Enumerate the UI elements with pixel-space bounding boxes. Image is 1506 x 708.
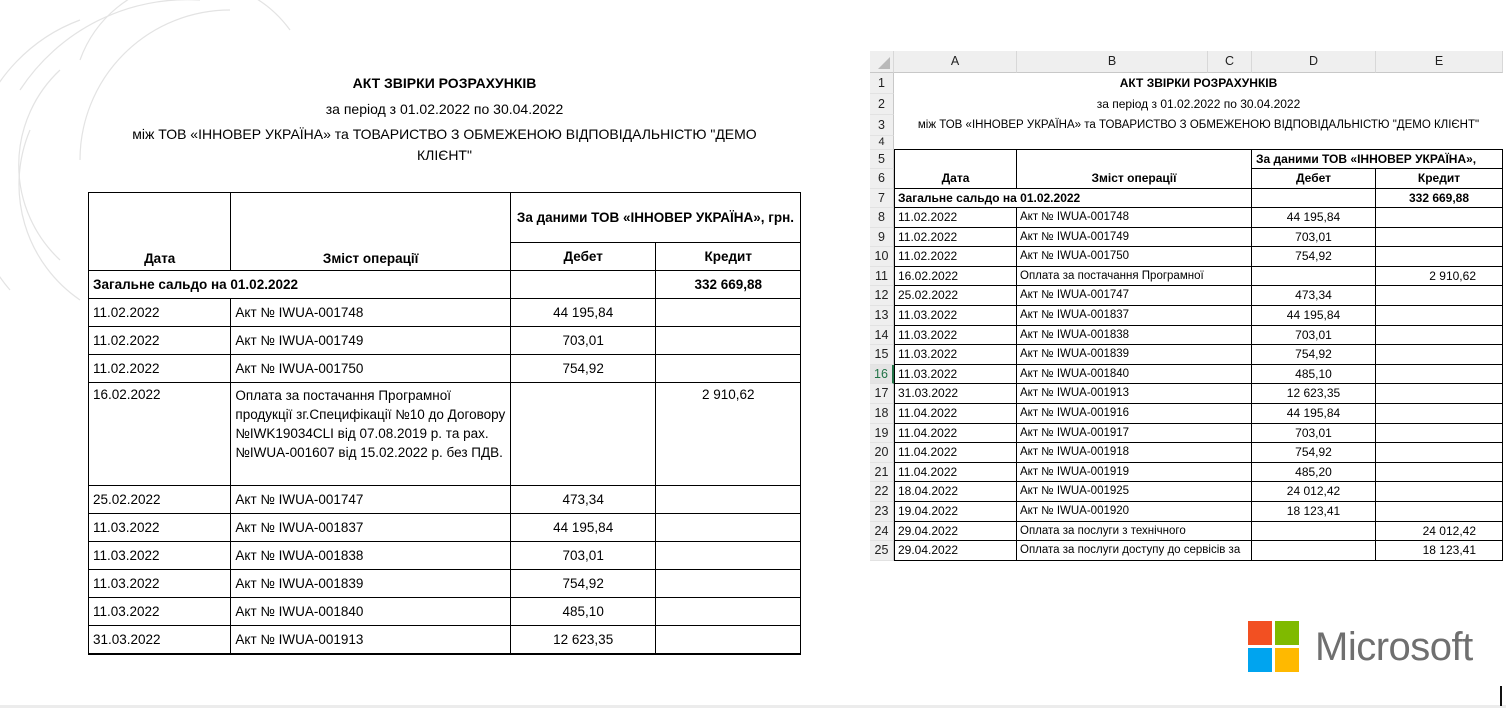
column-header-a[interactable]: A bbox=[894, 51, 1017, 73]
cell-credit[interactable] bbox=[1376, 365, 1503, 385]
row-debit: 44 195,84 bbox=[510, 299, 656, 327]
row-debit bbox=[510, 383, 656, 486]
cell-description[interactable]: Акт № IWUA-001840 bbox=[1017, 365, 1252, 385]
row-header[interactable]: 21 bbox=[870, 463, 894, 483]
cell-credit[interactable] bbox=[1376, 443, 1503, 463]
cell-description[interactable]: Оплата за постачання Програмної bbox=[1017, 267, 1252, 287]
cell-date[interactable]: 11.04.2022 bbox=[894, 443, 1017, 463]
cell-description[interactable]: Акт № IWUA-001913 bbox=[1017, 384, 1252, 404]
cell-debit[interactable]: 485,20 bbox=[1252, 463, 1376, 483]
header-debit: Дебет bbox=[510, 243, 656, 271]
cell-description[interactable]: Акт № IWUA-001920 bbox=[1017, 502, 1252, 522]
cell-description[interactable]: Акт № IWUA-001747 bbox=[1017, 286, 1252, 306]
row-credit bbox=[656, 570, 801, 598]
row-credit bbox=[656, 327, 801, 355]
cell-debit[interactable] bbox=[1252, 541, 1376, 561]
header-credit[interactable]: Кредит bbox=[1376, 169, 1503, 189]
row-debit: 44 195,84 bbox=[510, 514, 656, 542]
cell-credit[interactable] bbox=[1376, 345, 1503, 365]
reconciliation-document bbox=[88, 72, 801, 655]
column-header-b[interactable]: B bbox=[1017, 51, 1208, 73]
header-description-top[interactable] bbox=[1017, 150, 1252, 169]
document-period: за період з 01.02.2022 по 30.04.2022 bbox=[325, 101, 564, 117]
cell-date[interactable]: 11.03.2022 bbox=[894, 345, 1017, 365]
row-header[interactable]: 12 bbox=[870, 286, 894, 306]
row-header[interactable]: 8 bbox=[870, 208, 894, 228]
row-description: Акт № IWUA-001913 bbox=[231, 626, 511, 655]
opening-balance-credit[interactable]: 332 669,88 bbox=[1376, 189, 1503, 208]
cell-date[interactable]: 18.04.2022 bbox=[894, 482, 1017, 502]
cell-debit[interactable] bbox=[1252, 522, 1376, 542]
cell-date[interactable]: 19.04.2022 bbox=[894, 502, 1017, 522]
row-credit bbox=[656, 355, 801, 383]
cell-date[interactable]: 11.04.2022 bbox=[894, 463, 1017, 483]
cell-date[interactable]: 11.02.2022 bbox=[894, 208, 1017, 228]
cell-date[interactable]: 11.04.2022 bbox=[894, 424, 1017, 444]
row-description: Акт № IWUA-001840 bbox=[231, 598, 511, 626]
opening-balance-credit: 332 669,88 bbox=[656, 271, 801, 299]
row-credit bbox=[656, 299, 801, 327]
cell-credit[interactable] bbox=[1376, 306, 1503, 326]
row-date: 11.02.2022 bbox=[89, 299, 231, 327]
header-date[interactable]: Дата bbox=[894, 169, 1017, 189]
row-date: 11.03.2022 bbox=[89, 570, 231, 598]
cell-debit[interactable]: 12 623,35 bbox=[1252, 384, 1376, 404]
row-date: 11.03.2022 bbox=[89, 598, 231, 626]
cell-debit[interactable]: 485,10 bbox=[1252, 365, 1376, 385]
cell-debit[interactable]: 24 012,42 bbox=[1252, 482, 1376, 502]
row-header[interactable]: 24 bbox=[870, 522, 894, 542]
row-header[interactable]: 9 bbox=[870, 228, 894, 248]
row-header[interactable]: 5 bbox=[870, 150, 894, 169]
cell-debit[interactable]: 703,01 bbox=[1252, 228, 1376, 248]
empty-cell[interactable] bbox=[894, 136, 1503, 150]
cell-description[interactable]: Акт № IWUA-001917 bbox=[1017, 424, 1252, 444]
microsoft-logo-icon bbox=[1248, 621, 1299, 672]
row-debit: 12 623,35 bbox=[510, 626, 656, 655]
header-debit[interactable]: Дебет bbox=[1252, 169, 1376, 189]
table-row bbox=[89, 383, 801, 486]
cell-debit[interactable]: 44 195,84 bbox=[1252, 404, 1376, 424]
text-cursor bbox=[1500, 686, 1502, 706]
row-date: 16.02.2022 bbox=[89, 383, 231, 486]
column-header-e[interactable]: E bbox=[1376, 51, 1503, 73]
row-description: Акт № IWUA-001750 bbox=[231, 355, 511, 383]
row-header[interactable]: 16 bbox=[870, 365, 894, 385]
row-debit: 754,92 bbox=[510, 355, 656, 383]
cell-description[interactable]: Акт № IWUA-001916 bbox=[1017, 404, 1252, 424]
column-header-c[interactable]: C bbox=[1208, 51, 1252, 73]
cell-credit[interactable] bbox=[1376, 208, 1503, 228]
cell-date[interactable]: 16.02.2022 bbox=[894, 267, 1017, 287]
logo-square-green bbox=[1275, 621, 1299, 645]
cell-debit[interactable]: 754,92 bbox=[1252, 247, 1376, 267]
row-description: Оплата за постачання Програмної продукції зг.Специфікації №10 до Договору №IWK19034CLI від 07.08.2019 р. та рах.№IWUA-001607 від 15.02.2022 р. без ПДВ. bbox=[231, 383, 511, 486]
header-group: За даними ТОВ «ІННОВЕР УКРАЇНА», грн. bbox=[510, 193, 800, 243]
cell-date[interactable]: 11.03.2022 bbox=[894, 365, 1017, 385]
row-credit: 2 910,62 bbox=[656, 383, 801, 486]
row-header[interactable]: 23 bbox=[870, 502, 894, 522]
row-header[interactable]: 6 bbox=[870, 169, 894, 189]
row-date: 11.02.2022 bbox=[89, 327, 231, 355]
row-debit: 703,01 bbox=[510, 327, 656, 355]
cell-credit[interactable] bbox=[1376, 247, 1503, 267]
cell-date[interactable]: 11.02.2022 bbox=[894, 247, 1017, 267]
cell-debit[interactable]: 44 195,84 bbox=[1252, 208, 1376, 228]
cell-date[interactable]: 11.04.2022 bbox=[894, 404, 1017, 424]
sheet-parties[interactable]: між ТОВ «ІННОВЕР УКРАЇНА» та ТОВАРИСТВО З ОБМЕЖЕНОЮ ВІДПОВІДАЛЬНІСТЮ "ДЕМО КЛІЄНТ" bbox=[917, 119, 1480, 131]
table-row bbox=[89, 355, 801, 383]
header-credit: Кредит bbox=[656, 243, 801, 271]
table-row bbox=[89, 299, 801, 327]
table-row bbox=[89, 486, 801, 514]
row-header[interactable]: 17 bbox=[870, 384, 894, 404]
row-header[interactable]: 7 bbox=[870, 189, 894, 208]
row-debit: 754,92 bbox=[510, 570, 656, 598]
cell-description[interactable]: Акт № IWUA-001750 bbox=[1017, 247, 1252, 267]
cell-description[interactable]: Акт № IWUA-001748 bbox=[1017, 208, 1252, 228]
table-row bbox=[89, 514, 801, 542]
row-header[interactable]: 13 bbox=[870, 306, 894, 326]
row-debit: 703,01 bbox=[510, 542, 656, 570]
cell-debit[interactable]: 18 123,41 bbox=[1252, 502, 1376, 522]
microsoft-logo bbox=[1248, 621, 1473, 672]
row-credit bbox=[656, 486, 801, 514]
row-header[interactable]: 25 bbox=[870, 541, 894, 561]
row-debit: 485,10 bbox=[510, 598, 656, 626]
opening-balance-row bbox=[89, 271, 801, 299]
cell-credit[interactable] bbox=[1376, 502, 1503, 522]
select-all-corner[interactable] bbox=[870, 51, 894, 73]
logo-square-blue bbox=[1248, 648, 1272, 672]
row-credit bbox=[656, 598, 801, 626]
cell-description[interactable]: Акт № IWUA-001838 bbox=[1017, 326, 1252, 346]
row-credit bbox=[656, 542, 801, 570]
cell-credit[interactable] bbox=[1376, 384, 1503, 404]
header-group[interactable]: За даними ТОВ «ІННОВЕР УКРАЇНА», bbox=[1252, 150, 1503, 169]
document-title: АКТ ЗВІРКИ РОЗРАХУНКІВ bbox=[352, 75, 537, 91]
row-header[interactable]: 10 bbox=[870, 247, 894, 267]
row-description: Акт № IWUA-001748 bbox=[231, 299, 511, 327]
cell-credit[interactable] bbox=[1376, 228, 1503, 248]
row-date: 31.03.2022 bbox=[89, 626, 231, 655]
row-date: 25.02.2022 bbox=[89, 486, 231, 514]
row-credit bbox=[656, 626, 801, 655]
cell-debit[interactable]: 754,92 bbox=[1252, 345, 1376, 365]
cell-description[interactable]: Акт № IWUA-001925 bbox=[1017, 482, 1252, 502]
header-date-top[interactable] bbox=[894, 150, 1017, 169]
cell-debit[interactable] bbox=[1252, 267, 1376, 287]
opening-balance-debit bbox=[510, 271, 656, 299]
cell-credit[interactable]: 24 012,42 bbox=[1376, 522, 1503, 542]
table-row bbox=[89, 542, 801, 570]
cell-debit[interactable]: 703,01 bbox=[1252, 424, 1376, 444]
row-description: Акт № IWUA-001837 bbox=[231, 514, 511, 542]
header-description[interactable]: Зміст операції bbox=[1017, 169, 1252, 189]
row-date: 11.03.2022 bbox=[89, 514, 231, 542]
cell-date[interactable]: 11.02.2022 bbox=[894, 228, 1017, 248]
microsoft-wordmark: Microsoft bbox=[1315, 624, 1473, 669]
document-parties: між ТОВ «ІННОВЕР УКРАЇНА» та ТОВАРИСТВО З ОБМЕЖЕНОЮ ВІДПОВІДАЛЬНІСТЮ "ДЕМО КЛІЄНТ" bbox=[132, 126, 757, 163]
row-header[interactable]: 15 bbox=[870, 345, 894, 365]
cell-credit[interactable]: 2 910,62 bbox=[1376, 267, 1503, 287]
cell-credit[interactable] bbox=[1376, 424, 1503, 444]
cell-description[interactable]: Акт № IWUA-001837 bbox=[1017, 306, 1252, 326]
row-description: Акт № IWUA-001839 bbox=[231, 570, 511, 598]
row-header[interactable]: 19 bbox=[870, 424, 894, 444]
opening-balance-label[interactable]: Загальне сальдо на 01.02.2022 bbox=[894, 189, 1252, 208]
column-header-d[interactable]: D bbox=[1252, 51, 1376, 73]
cell-debit[interactable]: 754,92 bbox=[1252, 443, 1376, 463]
row-header[interactable]: 3 bbox=[870, 115, 894, 136]
spreadsheet-grid bbox=[870, 51, 1506, 561]
cell-credit[interactable]: 18 123,41 bbox=[1376, 541, 1503, 561]
sheet-period[interactable]: за період з 01.02.2022 по 30.04.2022 bbox=[1096, 97, 1301, 111]
cell-date[interactable]: 29.04.2022 bbox=[894, 522, 1017, 542]
row-header[interactable]: 4 bbox=[870, 136, 894, 150]
row-description: Акт № IWUA-001838 bbox=[231, 542, 511, 570]
cell-description[interactable]: Акт № IWUA-001749 bbox=[1017, 228, 1252, 248]
cell-credit[interactable] bbox=[1376, 286, 1503, 306]
row-header[interactable]: 2 bbox=[870, 94, 894, 115]
header-date: Дата bbox=[89, 193, 231, 271]
cell-date[interactable]: 11.03.2022 bbox=[894, 306, 1017, 326]
cell-description[interactable]: Акт № IWUA-001839 bbox=[1017, 345, 1252, 365]
row-header[interactable]: 1 bbox=[870, 73, 894, 94]
row-description: Акт № IWUA-001749 bbox=[231, 327, 511, 355]
cell-credit[interactable] bbox=[1376, 404, 1503, 424]
cell-credit[interactable] bbox=[1376, 326, 1503, 346]
cell-debit[interactable]: 703,01 bbox=[1252, 326, 1376, 346]
cell-date[interactable]: 29.04.2022 bbox=[894, 541, 1017, 561]
cell-description[interactable]: Оплата за послуги доступу до сервісів за bbox=[1017, 541, 1252, 561]
table-row bbox=[89, 327, 801, 355]
row-credit bbox=[656, 514, 801, 542]
cell-date[interactable]: 11.03.2022 bbox=[894, 326, 1017, 346]
cell-description[interactable]: Оплата за послуги з технічного bbox=[1017, 522, 1252, 542]
row-header[interactable]: 20 bbox=[870, 443, 894, 463]
spreadsheet bbox=[870, 51, 1506, 558]
cell-date[interactable]: 31.03.2022 bbox=[894, 384, 1017, 404]
cell-description[interactable]: Акт № IWUA-001918 bbox=[1017, 443, 1252, 463]
table-row bbox=[89, 626, 801, 655]
row-header[interactable]: 14 bbox=[870, 326, 894, 346]
row-header[interactable]: 18 bbox=[870, 404, 894, 424]
table-row bbox=[89, 570, 801, 598]
row-description: Акт № IWUA-001747 bbox=[231, 486, 511, 514]
cell-credit[interactable] bbox=[1376, 463, 1503, 483]
cell-credit[interactable] bbox=[1376, 482, 1503, 502]
row-date: 11.03.2022 bbox=[89, 542, 231, 570]
logo-square-yellow bbox=[1275, 648, 1299, 672]
cell-debit[interactable]: 44 195,84 bbox=[1252, 306, 1376, 326]
cell-debit[interactable]: 473,34 bbox=[1252, 286, 1376, 306]
header-description: Зміст операції bbox=[231, 193, 511, 271]
cell-date[interactable]: 25.02.2022 bbox=[894, 286, 1017, 306]
cell-description[interactable]: Акт № IWUA-001919 bbox=[1017, 463, 1252, 483]
sheet-title[interactable]: АКТ ЗВІРКИ РОЗРАХУНКІВ bbox=[1119, 76, 1278, 90]
table-row bbox=[89, 598, 801, 626]
logo-square-red bbox=[1248, 621, 1272, 645]
row-header[interactable]: 22 bbox=[870, 482, 894, 502]
row-header[interactable]: 11 bbox=[870, 267, 894, 287]
row-debit: 473,34 bbox=[510, 486, 656, 514]
opening-balance-label: Загальне сальдо на 01.02.2022 bbox=[89, 271, 511, 299]
reconciliation-table bbox=[88, 192, 801, 655]
opening-balance-debit[interactable] bbox=[1252, 189, 1376, 208]
row-date: 11.02.2022 bbox=[89, 355, 231, 383]
